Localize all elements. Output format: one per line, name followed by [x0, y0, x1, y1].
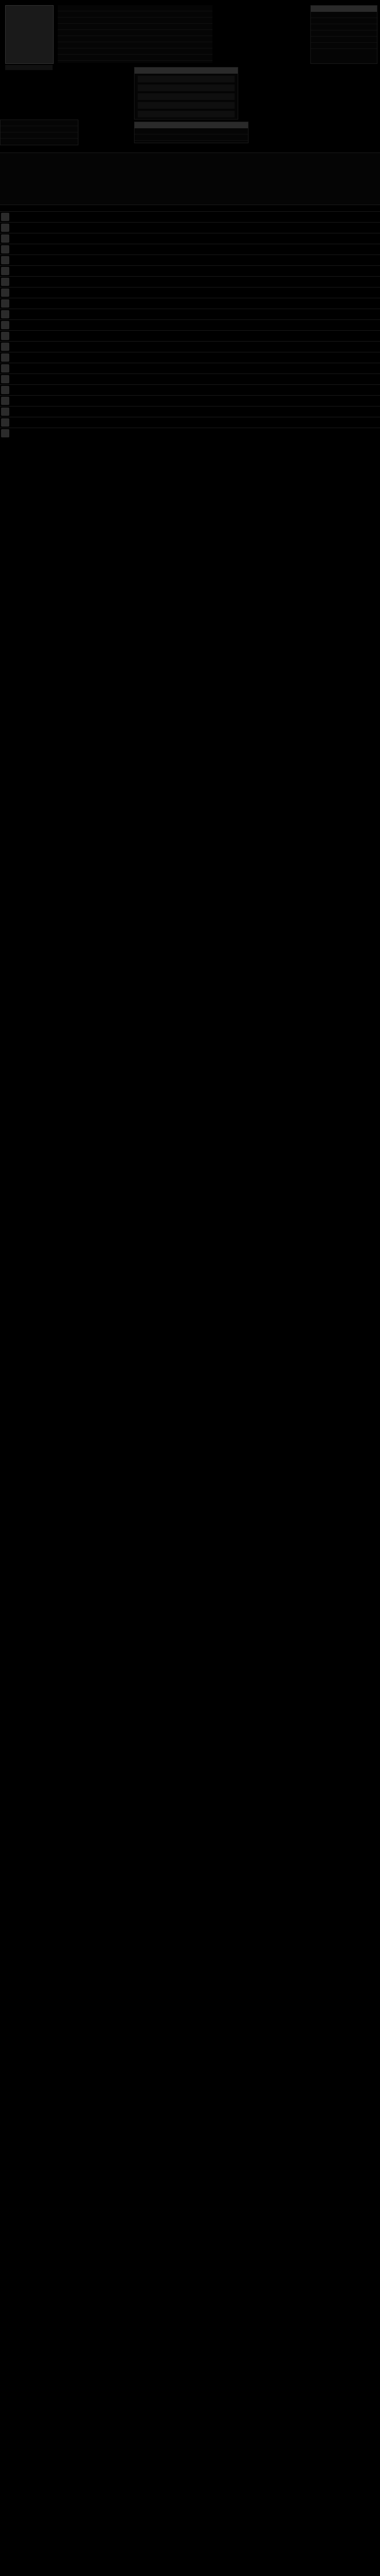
skill-group-title	[11, 355, 104, 360]
skill-group-title	[11, 312, 104, 317]
skill-group-right-text	[325, 214, 377, 219]
skill-group-icon	[1, 267, 9, 275]
skill-group-header	[0, 233, 380, 244]
info-row	[58, 48, 212, 55]
character-header	[0, 0, 380, 211]
attributes-title	[311, 6, 377, 12]
implant-row	[138, 93, 235, 100]
skill-group-right-text	[325, 431, 377, 436]
skill-group	[0, 298, 380, 309]
skill-group-title	[11, 290, 104, 295]
skill-group-header	[0, 265, 380, 276]
info-row	[58, 24, 212, 30]
skill-group	[0, 330, 380, 341]
skill-group-icon	[1, 386, 9, 394]
skill-group-right-text	[325, 398, 377, 403]
info-row	[58, 55, 212, 61]
skill-group-title	[11, 268, 104, 274]
skill-group-title	[11, 279, 104, 284]
skill-group-header	[0, 211, 380, 222]
skill-group-right-text	[325, 387, 377, 393]
skill-group-icon	[1, 364, 9, 372]
skill-group-header	[0, 384, 380, 395]
skill-group-title	[11, 387, 104, 393]
left-info-row	[1, 132, 78, 139]
training-title	[135, 122, 248, 128]
skill-group-title	[11, 398, 104, 403]
skill-group	[0, 211, 380, 222]
skill-group-right-text	[325, 355, 377, 360]
skill-group-header	[0, 319, 380, 330]
skill-group-header	[0, 363, 380, 374]
implants-title	[135, 67, 238, 74]
skill-group	[0, 428, 380, 438]
skill-groups	[0, 211, 380, 438]
skill-group-header	[0, 428, 380, 438]
skill-group	[0, 233, 380, 244]
skill-group-icon	[1, 332, 9, 340]
skill-group-header	[0, 374, 380, 384]
skill-group-title	[11, 247, 104, 252]
skill-group-right-text	[325, 312, 377, 317]
skill-group	[0, 395, 380, 406]
skill-group	[0, 374, 380, 384]
skill-group-title	[11, 333, 104, 338]
skill-group	[0, 276, 380, 287]
info-row	[58, 18, 212, 24]
skill-group-icon	[1, 343, 9, 351]
skill-group-header	[0, 222, 380, 233]
implants-panel	[134, 67, 238, 120]
implant-row	[138, 84, 235, 91]
skill-group	[0, 319, 380, 330]
skill-group-icon	[1, 245, 9, 253]
skill-group-title	[11, 225, 104, 230]
skill-group-right-text	[325, 377, 377, 382]
skill-group	[0, 309, 380, 319]
skill-group-title	[11, 344, 104, 349]
training-box	[134, 122, 249, 143]
skill-group-header	[0, 341, 380, 352]
character-portrait	[5, 5, 54, 64]
info-row	[58, 30, 212, 36]
skill-group-title	[11, 366, 104, 371]
skill-group-title	[11, 409, 104, 414]
skill-group-icon	[1, 299, 9, 308]
skill-group-right-text	[325, 236, 377, 241]
skill-group-right-text	[325, 409, 377, 414]
skill-group-title	[11, 323, 104, 328]
character-name	[5, 65, 53, 70]
left-info-row	[1, 126, 78, 132]
skill-group-header	[0, 309, 380, 319]
training-row	[135, 134, 248, 141]
skill-group	[0, 417, 380, 428]
skill-group	[0, 265, 380, 276]
skill-group-header	[0, 352, 380, 363]
skill-group-header	[0, 298, 380, 309]
skill-group-title	[11, 301, 104, 306]
skill-group-right-text	[325, 333, 377, 338]
skill-group-title	[11, 420, 104, 425]
skill-group-icon	[1, 397, 9, 405]
skill-group-title	[11, 431, 104, 436]
training-row	[135, 128, 248, 134]
skill-group-right-text	[325, 366, 377, 371]
skill-group-icon	[1, 418, 9, 427]
skill-group-header	[0, 276, 380, 287]
skill-group-icon	[1, 289, 9, 297]
skill-group-right-text	[325, 420, 377, 425]
skill-group-header	[0, 255, 380, 265]
skill-group	[0, 222, 380, 233]
skill-group-header	[0, 395, 380, 406]
skill-group	[0, 363, 380, 374]
info-row	[58, 11, 212, 18]
skill-group	[0, 406, 380, 417]
left-info-row	[1, 120, 78, 126]
left-info-box	[0, 120, 78, 145]
skill-group-right-text	[325, 247, 377, 252]
skill-group-header	[0, 406, 380, 417]
skill-group-title	[11, 258, 104, 263]
skill-group-right-text	[325, 323, 377, 328]
skill-group	[0, 352, 380, 363]
skill-group	[0, 384, 380, 395]
skill-group-header	[0, 287, 380, 298]
skill-group-icon	[1, 213, 9, 221]
attribute-row	[311, 43, 377, 49]
empty-panel	[0, 152, 380, 205]
info-row	[58, 42, 212, 48]
skill-group-icon	[1, 408, 9, 416]
skill-group-icon	[1, 375, 9, 383]
skill-group-icon	[1, 224, 9, 232]
skill-group-icon	[1, 429, 9, 437]
attribute-row	[311, 30, 377, 37]
skill-group	[0, 287, 380, 298]
attribute-row	[311, 24, 377, 30]
skill-group-title	[11, 214, 104, 219]
skill-group-right-text	[325, 258, 377, 263]
skill-group-right-text	[325, 279, 377, 284]
skill-group-icon	[1, 278, 9, 286]
skill-group	[0, 341, 380, 352]
implant-row	[138, 102, 235, 109]
skill-group-right-text	[325, 301, 377, 306]
character-info-table	[58, 5, 212, 63]
implant-row	[138, 111, 235, 117]
skill-group-header	[0, 244, 380, 255]
skill-group-icon	[1, 353, 9, 362]
attribute-row	[311, 12, 377, 18]
attributes-panel	[310, 5, 377, 64]
skill-group-header	[0, 330, 380, 341]
skill-group-right-text	[325, 344, 377, 349]
skill-group-icon	[1, 321, 9, 329]
implant-row	[138, 76, 235, 82]
skill-group-title	[11, 377, 104, 382]
skill-group-icon	[1, 256, 9, 264]
skill-group-right-text	[325, 225, 377, 230]
skill-group-title	[11, 236, 104, 241]
skill-group-icon	[1, 234, 9, 243]
attribute-row	[311, 37, 377, 43]
info-row	[58, 36, 212, 42]
skill-group-right-text	[325, 268, 377, 274]
info-row	[58, 5, 212, 11]
skill-group-header	[0, 417, 380, 428]
skill-group	[0, 255, 380, 265]
skill-group	[0, 244, 380, 255]
skill-group-icon	[1, 310, 9, 318]
attribute-row	[311, 18, 377, 24]
skill-group-right-text	[325, 290, 377, 295]
